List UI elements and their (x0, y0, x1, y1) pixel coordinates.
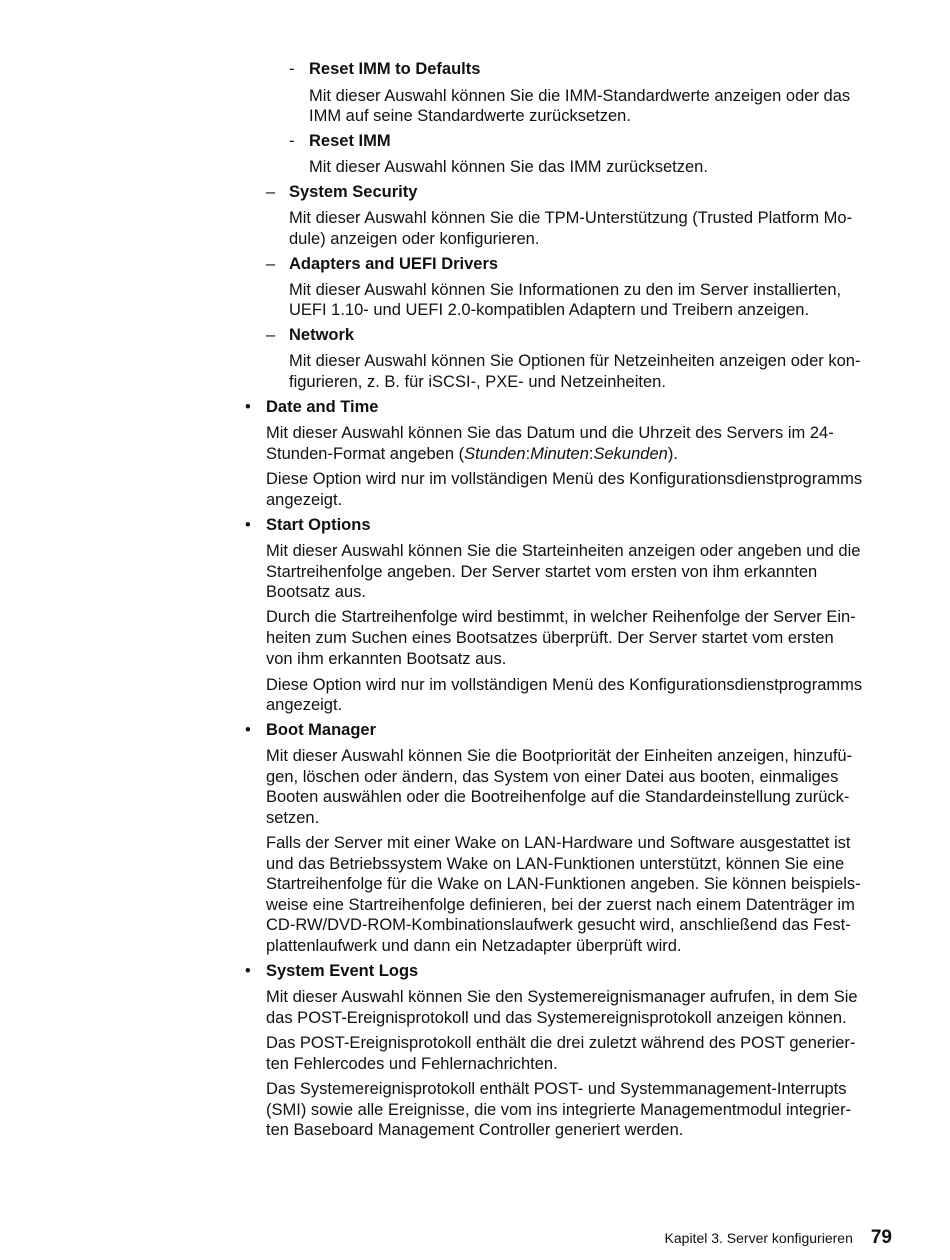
bullet-marker: • (245, 721, 251, 739)
date-time-text-line-1: Mit dieser Auswahl können Sie das Datum und die Uhrzeit des Servers im 24- (266, 424, 834, 442)
date-time-note-line-2: angezeigt. (266, 491, 343, 509)
start-options-p2-line-2: heiten zum Suchen eines Bootsatzes überprüft. Der Server startet vom ersten (266, 629, 834, 647)
en-dash-marker: – (266, 255, 276, 273)
date-time-heading: Date and Time (266, 398, 379, 416)
event-logs-p1-line-1: Mit dieser Auswahl können Sie den Systemereignismanager aufrufen, in dem Sie (266, 988, 858, 1006)
date-time-format-prefix: Stunden-Format angeben ( (266, 445, 465, 463)
event-logs-heading: System Event Logs (266, 962, 419, 980)
start-options-p1-line-2: Startreihenfolge angeben. Der Server startet vom ersten von ihm erkannten (266, 563, 818, 581)
reset-imm-text-line-1: Mit dieser Auswahl können Sie das IMM zurücksetzen. (309, 158, 708, 176)
boot-manager-p2-line-1: Falls der Server mit einer Wake on LAN-Hardware und Software ausgestattet ist (266, 834, 851, 852)
date-time-note-line-1: Diese Option wird nur im vollständigen Menü des Konfigurationsdienstprogramms (266, 470, 863, 488)
date-time-format-suffix: ). (667, 445, 678, 463)
minutes-term: Minuten (530, 445, 589, 463)
boot-manager-p2-line-4: weise eine Startreihenfolge definieren, bei der zuerst nach einem Datenträger im (266, 896, 855, 914)
en-dash-marker: – (266, 183, 276, 201)
boot-manager-p1-line-1: Mit dieser Auswahl können Sie die Bootpriorität der Einheiten anzeigen, hinzufü- (266, 747, 853, 765)
date-time-text-line-2 (266, 444, 678, 465)
start-options-p1-line-1: Mit dieser Auswahl können Sie die Starteinheiten anzeigen oder angeben und die (266, 542, 861, 560)
boot-manager-heading: Boot Manager (266, 721, 377, 739)
page-footer (665, 1227, 892, 1249)
network-text-line-2: figurieren, z. B. für iSCSI-, PXE- und Netzeinheiten. (289, 373, 666, 391)
system-security-text-line-1: Mit dieser Auswahl können Sie die TPM-Unterstützung (Trusted Platform Mo- (289, 209, 853, 227)
start-options-p1-line-3: Bootsatz aus. (266, 583, 366, 601)
seconds-term: Sekunden (593, 445, 668, 463)
start-options-p3-line-2: angezeigt. (266, 696, 343, 714)
event-logs-p3-line-1: Das Systemereignisprotokoll enthält POST- und Systemmanagement-Interrupts (266, 1080, 847, 1098)
boot-manager-p1-line-2: gen, löschen oder ändern, das System von einer Datei aus booten, einmaliges (266, 768, 839, 786)
hours-term: Stunden (464, 445, 526, 463)
bullet-marker: • (245, 516, 251, 534)
system-security-text-line-2: dule) anzeigen oder konfigurieren. (289, 230, 540, 248)
adapters-heading: Adapters and UEFI Drivers (289, 255, 499, 273)
reset-imm-defaults-text-line-1: Mit dieser Auswahl können Sie die IMM-Standardwerte anzeigen oder das (309, 87, 851, 105)
start-options-p3-line-1: Diese Option wird nur im vollständigen Menü des Konfigurationsdienstprogramms (266, 676, 863, 694)
boot-manager-p1-line-4: setzen. (266, 809, 320, 827)
network-text-line-1: Mit dieser Auswahl können Sie Optionen für Netzeinheiten anzeigen oder kon- (289, 352, 861, 370)
event-logs-p2-line-2: ten Fehlercodes und Fehlernachrichten. (266, 1055, 558, 1073)
event-logs-p3-line-2: (SMI) sowie alle Ereignisse, die vom ins integrierte Managementmodul integrier- (266, 1101, 852, 1119)
event-logs-p1-line-2: das POST-Ereignisprotokoll und das Systemereignisprotokoll anzeigen können. (266, 1009, 847, 1027)
dash-marker: - (289, 60, 295, 78)
boot-manager-p2-line-2: und das Betriebssystem Wake on LAN-Funktionen unterstützt, können Sie eine (266, 855, 845, 873)
adapters-text-line-2: UEFI 1.10- und UEFI 2.0-kompatiblen Adaptern und Treibern anzeigen. (289, 301, 810, 319)
time-separator: : (588, 445, 594, 463)
system-security-heading: System Security (289, 183, 418, 201)
chapter-title: Kapitel 3. Server konfigurieren (664, 1230, 853, 1246)
start-options-p2-line-1: Durch die Startreihenfolge wird bestimmt, in welcher Reihenfolge der Server Ein- (266, 608, 856, 626)
event-logs-p3-line-3: ten Baseboard Management Controller generiert werden. (266, 1121, 684, 1139)
adapters-text-line-1: Mit dieser Auswahl können Sie Informationen zu den im Server installierten, (289, 281, 842, 299)
dash-marker: - (289, 132, 295, 150)
boot-manager-p2-line-3: Startreihenfolge für die Wake on LAN-Funktionen angeben. Sie können beispiels- (266, 875, 861, 893)
bullet-marker: • (245, 962, 251, 980)
bullet-marker: • (245, 398, 251, 416)
start-options-heading: Start Options (266, 516, 371, 534)
event-logs-p2-line-1: Das POST-Ereignisprotokoll enthält die drei zuletzt während des POST generier- (266, 1034, 856, 1052)
start-options-p2-line-3: von ihm erkannten Bootsatz aus. (266, 650, 507, 668)
boot-manager-p2-line-5: CD-RW/DVD-ROM-Kombinationslaufwerk gesucht wird, anschließend das Fest- (266, 916, 851, 934)
reset-imm-heading: Reset IMM (309, 132, 391, 150)
boot-manager-p2-line-6: plattenlaufwerk und dann ein Netzadapter überprüft wird. (266, 937, 682, 955)
time-separator: : (525, 445, 531, 463)
boot-manager-p1-line-3: Booten auswählen oder die Bootreihenfolge auf die Standardeinstellung zurück- (266, 788, 850, 806)
reset-imm-defaults-heading: Reset IMM to Defaults (309, 60, 481, 78)
page-number: 79 (870, 1227, 892, 1248)
reset-imm-defaults-text-line-2: IMM auf seine Standardwerte zurücksetzen. (309, 107, 631, 125)
network-heading: Network (289, 326, 355, 344)
en-dash-marker: – (266, 326, 276, 344)
